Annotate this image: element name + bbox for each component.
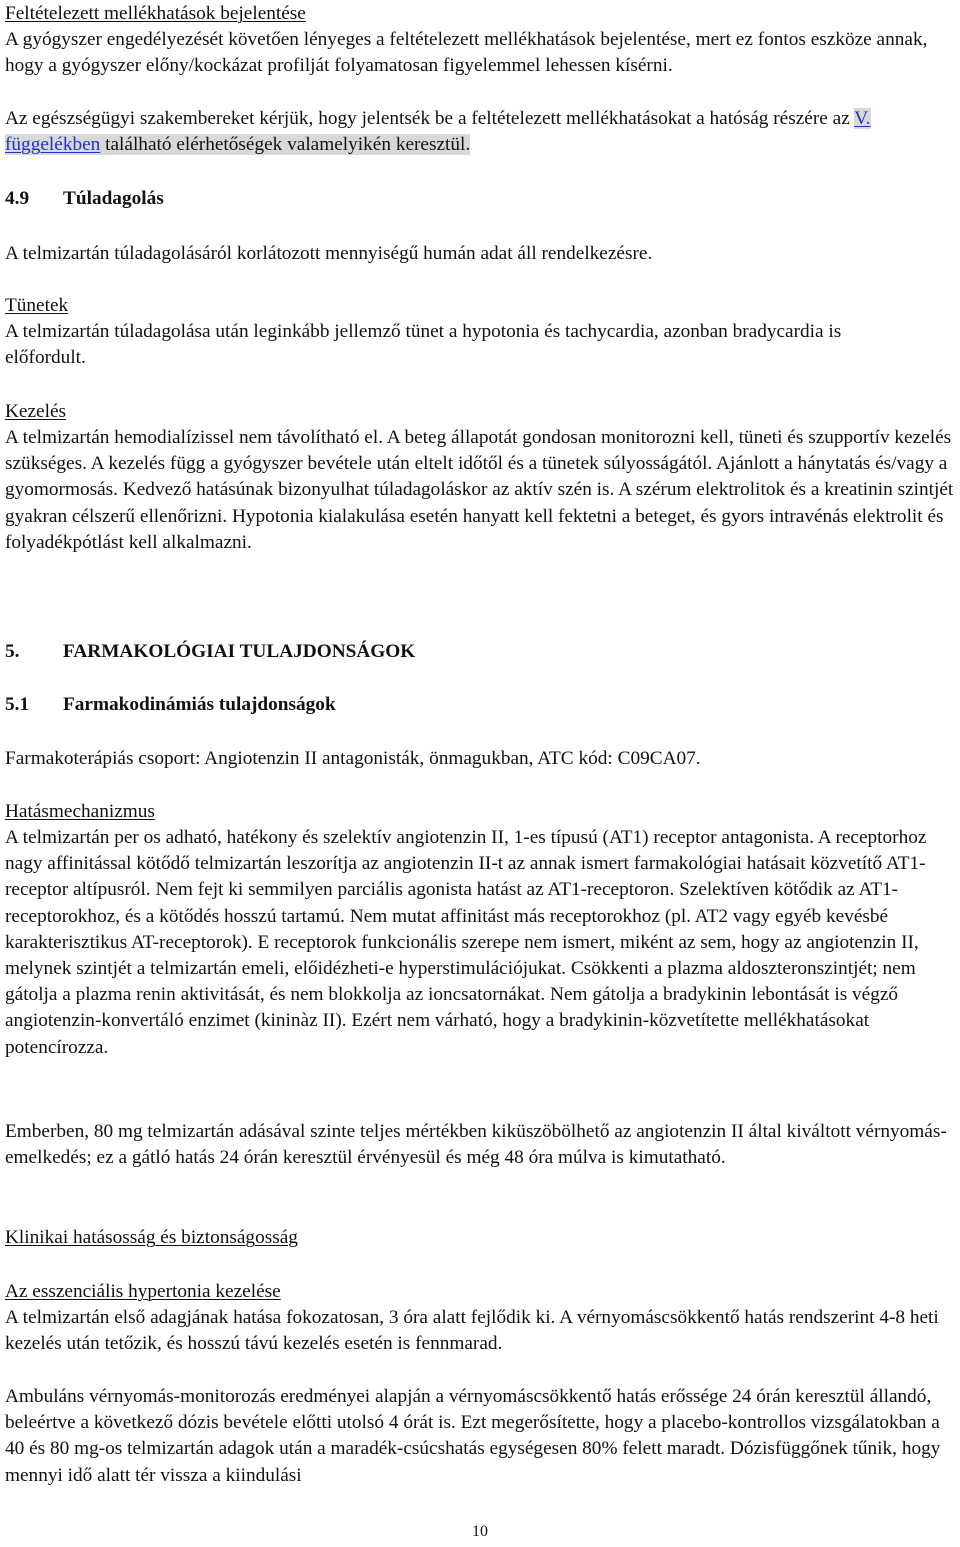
human-effect-text: Emberben, 80 mg telmizartán adásával szinte teljes mértékben kiküszöbölhető az angiotenzin II által kiváltott vérnyomás-emelkedés; ez a gátló hatás 24 órán keresztül érvényesül és még 48 óra múlva is kimutatható.	[5, 1121, 947, 1169]
page-number: 10	[472, 1523, 488, 1540]
overdose-intro: A telmizartán túladagolásáról korlátozott mennyiségű humán adat áll rendelkezésre.	[5, 243, 653, 264]
adverse-reporting-text-start: Az egészségügyi szakembereket kérjük, hogy jelentsék be a feltételezett mellékhatásokat a hatóság részére az	[5, 108, 855, 129]
hypertension-text: A telmizartán első adagjának hatása fokozatosan, 3 óra alatt fejlődik ki. A vérnyomáscsökkentő hatás rendszerint 4-8 heti kezelés után tetőzik, és hosszú távú kezelés esetén is fennmarad.	[5, 1307, 939, 1355]
adverse-reporting-text-end: található elérhetőségek valamelyikén keresztül.	[100, 134, 471, 156]
mechanism-subtitle: Hatásmechanizmus	[5, 801, 155, 822]
section-4-9-heading	[5, 186, 164, 212]
clinical-efficacy-subtitle: Klinikai hatásosság és biztonságosság	[5, 1227, 298, 1248]
adverse-reporting-title: Feltételezett mellékhatások bejelentése	[5, 3, 306, 24]
section-number: 4.9	[5, 188, 30, 209]
section-5-heading	[5, 639, 415, 665]
section-number: 5.	[5, 641, 20, 662]
section-5-1-heading	[5, 692, 336, 718]
pharmacotherapeutic-group: Farmakoterápiás csoport: Angiotenzin II antagonisták, önmagukban, ATC kód: C09CA07.	[5, 748, 701, 769]
section-number: 5.1	[5, 694, 30, 715]
section-title: FARMAKOLÓGIAI TULAJDONSÁGOK	[63, 641, 416, 662]
ambulatory-monitoring-text: Ambuláns vérnyomás-monitorozás eredményei alapján a vérnyomáscsökkentő hatás erőssége 24 órán keresztül állandó, beleértve a következő dózis bevétele előtti utolsó 4 órát is. Ezt megerősítette, hogy a placebo-kontrollos vizsgálatokban a 40 és 80 mg-os telmizartán adagok után a maradék-csúcshatás egységesen 80% felett maradt. Dózisfüggőnek tűnik, hogy mennyi idő alatt tér vissza a kiindulási	[5, 1386, 941, 1486]
symptoms-subtitle: Tünetek	[5, 295, 69, 316]
hypertension-subtitle: Az esszenciális hypertonia kezelése	[5, 1281, 281, 1302]
symptoms-text: A telmizartán túladagolása után leginkább jellemző tünet a hypotonia és tachycardia, azonban bradycardia is előfordult.	[5, 321, 842, 369]
treatment-text: A telmizartán hemodialízissel nem távolítható el. A beteg állapotát gondosan monitorozni kell, tüneti és szupportív kezelés szükséges. A kezelés függ a gyógyszer bevétele után eltelt időtől és a tünetek súlyosságától. Ajánlott a hánytatás és/vagy a gyomormosás. Kedvező hatásúnak bizonyulhat túladagoláskor az aktív szén is. A szérum elektrolitok és a kreatinin szintjét gyakran célszerű ellenőrizni. Hypotonia kialakulása esetén hanyatt kell fektetni a beteget, és gyors intravénás elektrolit és folyadékpótlást kell alkalmazni.	[5, 427, 954, 553]
section-title: Túladagolás	[63, 188, 164, 209]
appendix-v-link[interactable]: V. függelékben	[5, 108, 871, 156]
treatment-subtitle: Kezelés	[5, 401, 67, 422]
adverse-reporting-paragraph-2	[5, 106, 955, 158]
section-title: Farmakodinámiás tulajdonságok	[63, 694, 336, 715]
adverse-reporting-paragraph-1: A gyógyszer engedélyezését követően lényeges a feltételezett mellékhatások bejelentése, mert ez fontos eszköze annak, hogy a gyógyszer előny/kockázat profilját folyamatosan figyelemmel lehessen kísérni.	[5, 29, 928, 77]
mechanism-text: A telmizartán per os adható, hatékony és szelektív angiotenzin II, 1-es típusú (AT1) receptor antagonista. A receptorhoz nagy affinitással kötődő telmizartán leszorítja az angiotenzin II-t az annak ismert farmakológiai hatásait közvetítő AT1-receptor altípusról. Nem fejt ki semmilyen parciális agonista hatást az AT1-receptoron. Szelektíven kötődik az AT1-receptorokhoz, és a kötődés hosszú tartamú. Nem mutat affinitást más receptorokhoz (pl. AT2 vagy egyéb kevésbé karakterisztikus AT-receptorok). E receptorok funkcionális szerepe nem ismert, miként az sem, hogy az angiotenzin II, melynek szintjét a telmizartán emeli, előidézheti-e hyperstimulációjukat. Csökkenti a plazma aldoszteronszintjét; nem gátolja a plazma renin aktivitását, és nem blokkolja az ioncsatornákat. Nem gátolja a bradykinin lebontását is végző angiotenzin-konvertáló enzimet (kininàz II). Ezért nem várható, hogy a bradykinin-közvetítette mellékhatásokat potencírozza.	[5, 827, 927, 1058]
